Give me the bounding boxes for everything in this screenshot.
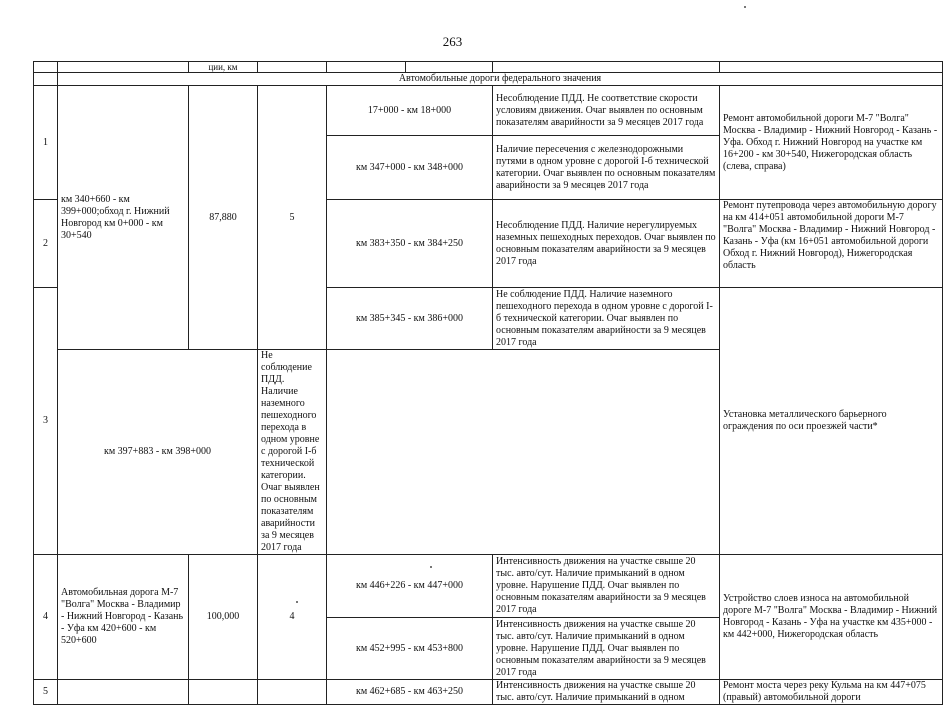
km-range-cell: 17+000 - км 18+000 xyxy=(327,86,493,136)
measure-cell: Устройство слоев износа на автомобильной дороге М-7 "Волга" Москва - Владимир - Нижний Новгород - Казань - Уфа на участке км 435+000 - км 442+000, Нижегородская область xyxy=(720,555,943,680)
scan-speck xyxy=(430,566,432,568)
km-range-cell: км 385+345 - км 386+000 xyxy=(327,288,493,350)
count-cell: 4 xyxy=(258,555,327,680)
length-cell: 87,880 xyxy=(189,86,258,350)
scan-speck xyxy=(296,601,298,603)
cause-cell: Интенсивность движения на участке свыше 20 тыс. авто/сут. Наличие примыканий в одном уровне. Нарушение ПДД. Очаг выявлен по основным показателям аварийности за 9 месяцев 2017 года xyxy=(493,555,720,618)
section-cell xyxy=(34,73,58,86)
cause-cell: Не соблюдение ПДД. Наличие наземного пешеходного перехода в одном уровне с дорогой I-б технической категории. Очаг выявлен по основным показателям аварийности за 9 месяцев 2017 года xyxy=(258,350,327,555)
measure-cell: Ремонт автомобильной дороги М-7 "Волга" Москва - Владимир - Нижний Новгород - Казань - Уфа. Обход г. Нижний Новгород на участке км 16+200 - км 30+540, Нижегородская область (слева, справа) xyxy=(720,86,943,200)
km-range-cell: км 446+226 - км 447+000 xyxy=(327,555,493,618)
hazard-sites-table xyxy=(33,61,943,705)
cause-cell: Не соблюдение ПДД. Наличие наземного пешеходного перехода в одном уровне с дорогой I-б технической категории. Очаг выявлен по основным показателям аварийности за 9 месяцев 2017 года xyxy=(493,288,720,350)
km-range-cell: км 383+350 - км 384+250 xyxy=(327,200,493,288)
cause-cell: Несоблюдение ПДД. Не соответствие скорости условиям движения. Очаг выявлен по основным показателям аварийности за 9 месяцев 2017 года xyxy=(493,86,720,136)
header-cell xyxy=(34,62,58,73)
road-section-cell: км 340+660 - км 399+000;обход г. Нижний Новгород км 0+000 - км 30+540 xyxy=(58,86,189,350)
header-cell xyxy=(327,62,406,73)
row-number: 3 xyxy=(34,288,58,555)
header-remnant-row xyxy=(34,62,943,73)
table-row xyxy=(34,555,943,618)
count-cell xyxy=(258,680,327,705)
measure-cell: Ремонт моста через реку Кульма на км 447+075 (правый) автомобильной дороги xyxy=(720,680,943,705)
measure-cell: Ремонт путепровода через автомобильную дорогу на км 414+051 автомобильной дороги М-7 "Волга" Москва - Владимир - Нижний Новгород - Казань - Уфа (км 16+051 автомобильной дороги Обход г. Нижний Новгород), Нижегородская область xyxy=(720,200,943,288)
cause-cell: Несоблюдение ПДД. Наличие нерегулируемых наземных пешеходных переходов. Очаг выявлен по основным показателям аварийности за 9 месяцев 2017 года xyxy=(493,200,720,288)
row-number: 1 xyxy=(34,86,58,200)
cause-cell: Наличие пересечения с железнодорожными путями в одном уровне с дорогой I-б технической категории. Очаг выявлен по основным показателям аварийности за 9 месяцев 2017 года xyxy=(493,136,720,200)
row-number: 2 xyxy=(34,200,58,288)
header-cell xyxy=(493,62,720,73)
section-row xyxy=(34,73,943,86)
cause-cell: Интенсивность движения на участке свыше 20 тыс. авто/сут. Наличие примыканий в одном xyxy=(493,680,720,705)
measure-cell: Установка металлического барьерного ограждения по оси проезжей части* xyxy=(720,288,943,555)
length-cell xyxy=(189,680,258,705)
length-cell: 100,000 xyxy=(189,555,258,680)
header-cell xyxy=(720,62,943,73)
row-number: 4 xyxy=(34,555,58,680)
page-number: 263 xyxy=(442,34,463,49)
km-range-cell: км 347+000 - км 348+000 xyxy=(327,136,493,200)
section-title: Автомобильные дороги федерального значения xyxy=(58,73,943,86)
header-cell xyxy=(258,62,327,73)
header-cell xyxy=(58,62,189,73)
km-range-cell: км 397+883 - км 398+000 xyxy=(58,350,258,555)
road-section-cell xyxy=(58,680,189,705)
table-row xyxy=(34,86,943,136)
row-number: 5 xyxy=(34,680,58,705)
cause-cell: Интенсивность движения на участке свыше 20 тыс. авто/сут. Наличие примыканий в одном уровне. Нарушение ПДД. Очаг выявлен по основным показателям аварийности за 9 месяцев 2017 года xyxy=(493,618,720,680)
scan-speck xyxy=(744,6,746,8)
road-section-cell: Автомобильная дорога М-7 "Волга" Москва - Владимир - Нижний Новгород - Казань - Уфа км 420+600 - км 520+600 xyxy=(58,555,189,680)
header-cell xyxy=(406,62,493,73)
header-cell-length: ции, км xyxy=(189,62,258,73)
table-row xyxy=(34,680,943,705)
count-cell: 5 xyxy=(258,86,327,350)
km-range-cell: км 462+685 - км 463+250 xyxy=(327,680,493,705)
km-range-cell: км 452+995 - км 453+800 xyxy=(327,618,493,680)
